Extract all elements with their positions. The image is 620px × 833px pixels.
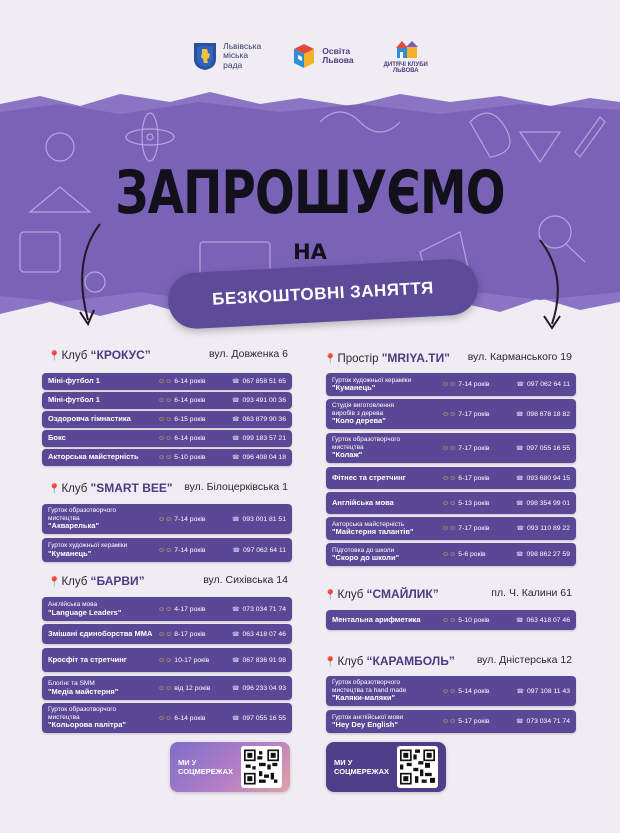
logo-osvita-text <box>322 47 353 66</box>
social-label: МИ У СОЦМЕРЕЖАХ <box>334 758 389 776</box>
activity-row-mriya-4 <box>326 467 576 489</box>
activity-name <box>332 714 442 730</box>
age-text: 5-13 років <box>458 499 490 507</box>
kids-icon: ☺☺ <box>158 435 173 442</box>
phone-icon: ☎ <box>516 552 524 558</box>
club-address-karambol: вул. Дністерська 12 <box>476 654 572 666</box>
activity-title: "Language Leaders" <box>48 607 122 617</box>
phone-text: 063 418 07 46 <box>242 630 286 638</box>
club-prefix: Клуб <box>337 656 367 668</box>
activity-row-krokus-2 <box>42 392 292 409</box>
activity-line1: Акторська майстерність <box>332 520 405 528</box>
club-header-krokus <box>48 348 288 362</box>
activity-name: Ментальна арифметика <box>332 614 421 624</box>
age-text: від 12 років <box>174 684 211 692</box>
activity-name <box>48 706 158 730</box>
club-address-smart-bee: вул. Білоцерківська 1 <box>184 481 288 493</box>
age-text: 5-6 років <box>458 551 486 558</box>
phone-number <box>216 454 286 461</box>
phone-icon: ☎ <box>232 436 240 442</box>
phone-icon: ☎ <box>516 500 524 507</box>
map-pin-icon: 📍 <box>324 657 337 668</box>
map-pin-icon: 📍 <box>48 484 61 495</box>
map-pin-icon: 📍 <box>48 351 61 362</box>
phone-text: 063 418 07 46 <box>526 616 570 624</box>
phone-icon: ☎ <box>516 617 524 624</box>
kids-icon: ☺☺ <box>442 718 457 725</box>
phone-text: 067 836 91 98 <box>242 656 286 664</box>
activity-row-mriya-3 <box>326 433 576 463</box>
activity-line1: Студія виготовлення <box>332 402 395 410</box>
phone-icon: ☎ <box>232 547 241 554</box>
phone-icon: ☎ <box>232 417 240 423</box>
map-pin-icon: 📍 <box>48 577 61 588</box>
activity-title: "Скоро до школи" <box>332 553 400 562</box>
club-title <box>48 574 145 588</box>
phone-icon: ☎ <box>516 719 524 725</box>
club-name-barvy: “БАРВИ” <box>90 574 145 588</box>
activity-name <box>332 679 442 703</box>
activity-line1: Блогінг та SMM <box>48 680 95 687</box>
kids-clubs-house-icon <box>392 38 420 60</box>
age-range <box>158 547 216 554</box>
age-text: 5-10 років <box>458 616 490 624</box>
phone-icon: ☎ <box>232 516 240 523</box>
header-logos <box>0 36 620 76</box>
phone-number <box>216 547 286 554</box>
age-text: 5-14 років <box>458 687 490 695</box>
activity-title: "Куманець" <box>332 383 376 392</box>
age-text: 7-14 років <box>458 381 490 388</box>
age-range <box>158 606 216 613</box>
logo-lviv-line2: міська <box>223 50 249 61</box>
phone-text: 093 680 94 15 <box>526 474 570 482</box>
activity-line1: Гурток образотворчого <box>48 706 117 714</box>
club-name-mriya-ty: "MRIYA.ТИ" <box>381 351 450 365</box>
age-text: 10-17 років <box>174 656 210 664</box>
phone-text: 063 879 90 36 <box>242 416 286 423</box>
activity-row-barvy-5 <box>42 703 292 733</box>
activity-name <box>48 542 158 558</box>
activity-title: "Каляки-маляки" <box>332 693 396 703</box>
pill-label: БЕЗКОШТОВНІ ЗАНЯТТЯ <box>211 278 435 309</box>
qr-code-icon[interactable] <box>397 746 438 788</box>
phone-number <box>216 715 286 722</box>
age-range <box>442 475 500 482</box>
activity-line1: Гурток образотворчого <box>332 679 401 687</box>
club-header-smaylyk <box>324 587 572 601</box>
kids-icon: ☺☺ <box>158 684 173 692</box>
age-range <box>158 454 216 461</box>
activity-line2: мистецтва <box>48 514 80 522</box>
age-range <box>442 688 500 695</box>
phone-icon: ☎ <box>516 411 524 418</box>
club-title <box>324 587 439 601</box>
activity-name <box>48 680 158 696</box>
club-name-krokus: “КРОКУС” <box>90 348 151 362</box>
age-text: 6-15 років <box>174 416 206 423</box>
activity-line1: Англійська мова <box>48 601 98 608</box>
club-name-smaylyk: “СМАЙЛИК” <box>366 587 439 601</box>
age-text: 6-14 років <box>174 714 206 722</box>
activity-name <box>332 377 442 393</box>
activity-line2: виробів з дерева <box>332 409 384 417</box>
activity-row-mriya-5 <box>326 492 576 514</box>
age-text: 5-10 років <box>174 454 206 461</box>
phone-text: 097 062 64 11 <box>527 381 570 388</box>
logo-osvita-line2: Львова <box>322 55 354 65</box>
activity-line1: Гурток художньої кераміки <box>332 376 412 384</box>
phone-icon: ☎ <box>232 606 240 613</box>
activity-line1: Гурток художньої кераміки <box>48 542 128 549</box>
activity-row-smart-bee-1 <box>42 504 292 534</box>
age-text: 7-17 років <box>458 410 490 418</box>
phone-number <box>500 381 570 388</box>
activity-row-mriya-2 <box>326 399 576 429</box>
club-header-mriya-ty <box>324 351 572 365</box>
activity-line1: Гурток англійської мови <box>332 713 404 721</box>
activity-name: Міні-футбол 1 <box>48 376 100 386</box>
activity-name <box>332 402 442 426</box>
phone-text: 096 408 04 18 <box>242 454 286 461</box>
club-prefix: Клуб <box>61 576 91 588</box>
phone-icon: ☎ <box>232 379 240 385</box>
logo-kluby-line2: ЛЬВОВА <box>392 68 419 74</box>
kids-icon: ☺☺ <box>158 656 173 664</box>
activity-row-karambol-1 <box>326 676 576 706</box>
activity-name: Кросфіт та стретчинг <box>48 654 127 664</box>
club-title <box>48 348 151 362</box>
phone-icon: ☎ <box>516 445 524 452</box>
age-range <box>158 685 216 692</box>
club-header-karambol <box>324 654 572 668</box>
activity-line2: мистецтва <box>332 443 364 451</box>
phone-text: 093 110 89 22 <box>527 525 570 532</box>
club-address-smaylyk: пл. Ч. Калини 61 <box>491 587 572 599</box>
phone-text: 073 034 71 74 <box>526 718 570 725</box>
activity-row-mriya-1 <box>326 373 576 396</box>
osvita-cube-icon <box>291 41 317 71</box>
club-header-barvy <box>48 574 288 588</box>
phone-text: 097 055 16 55 <box>242 714 286 722</box>
phone-number <box>216 397 286 404</box>
club-prefix: Клуб <box>61 350 91 362</box>
logo-lviv-line1: Львівська <box>223 40 262 51</box>
club-prefix: Клуб <box>61 483 91 495</box>
age-text: 7-17 років <box>458 444 490 452</box>
age-range <box>158 715 216 722</box>
kids-icon: ☺☺ <box>158 397 173 404</box>
activity-title: "Hey Dey English" <box>332 720 398 729</box>
age-text: 6-14 років <box>174 397 206 404</box>
club-title <box>48 481 173 495</box>
social-media-block-left[interactable] <box>170 742 290 792</box>
logo-osvita-line1: Освіта <box>322 45 351 56</box>
kids-icon: ☺☺ <box>442 525 457 532</box>
social-media-block-right[interactable] <box>326 742 446 792</box>
club-title <box>324 654 455 668</box>
age-range <box>442 617 500 624</box>
map-pin-icon: 📍 <box>324 590 337 601</box>
hero-title: ЗАПРОШУЄМО <box>115 158 505 228</box>
activity-name: Фітнес та стретчинг <box>332 472 406 482</box>
kids-icon: ☺☺ <box>158 454 173 461</box>
club-prefix: Клуб <box>337 589 367 601</box>
age-range <box>158 435 216 442</box>
curved-arrow-left-icon <box>70 220 110 330</box>
logo-dytyachi-kluby <box>384 38 428 74</box>
age-text: 6-14 років <box>174 435 206 442</box>
age-range <box>442 445 500 452</box>
phone-text: 097 062 64 11 <box>243 546 286 554</box>
phone-text: 098 862 27 59 <box>526 551 570 558</box>
kids-icon: ☺☺ <box>442 687 457 695</box>
activity-row-barvy-4 <box>42 676 292 700</box>
age-range <box>442 525 500 532</box>
age-text: 6-14 років <box>174 378 206 385</box>
age-range <box>442 551 500 558</box>
activity-line1: Підготовка до школи <box>332 546 395 554</box>
age-range <box>158 416 216 423</box>
activity-title: "Кольорова палітра" <box>48 720 126 730</box>
phone-icon: ☎ <box>516 526 525 532</box>
kids-icon: ☺☺ <box>158 378 173 385</box>
club-address-krokus: вул. Довженка 6 <box>209 348 288 360</box>
phone-number <box>500 551 570 558</box>
age-text: 7-14 років <box>174 546 206 554</box>
phone-number <box>216 631 286 638</box>
kids-icon: ☺☺ <box>442 551 457 558</box>
age-range <box>158 397 216 404</box>
activity-row-krokus-3 <box>42 411 292 428</box>
club-prefix: Простір <box>337 353 382 365</box>
phone-number <box>500 525 570 532</box>
activity-title: "Акварелька" <box>48 521 100 531</box>
phone-number <box>216 657 286 664</box>
club-name-karambol: “КАРАМБОЛЬ” <box>366 654 455 668</box>
phone-text: 093 001 81 51 <box>242 515 286 523</box>
activity-line2: мистецтва <box>48 713 80 721</box>
phone-number <box>216 435 286 442</box>
activity-line1: Гурток образотворчого <box>48 507 117 515</box>
logo-kluby-text <box>384 62 428 74</box>
age-range <box>442 381 500 388</box>
logo-lviv-line3: рада <box>223 59 243 70</box>
kids-icon: ☺☺ <box>442 474 457 482</box>
activity-title: "Медіа майстерня" <box>48 686 119 696</box>
phone-icon: ☎ <box>516 688 525 695</box>
phone-number <box>500 688 570 695</box>
activity-title: "Коло дерева" <box>332 416 386 426</box>
age-range <box>442 411 500 418</box>
hero-subtitle: НА <box>293 240 327 264</box>
activity-line2: мистецтва та hand made <box>332 686 407 694</box>
phone-text: 093 491 00 36 <box>242 397 286 404</box>
activity-name: Міні-футбол 1 <box>48 395 100 405</box>
age-text: 7-17 років <box>458 525 490 532</box>
activity-name <box>332 436 442 460</box>
activity-row-krokus-5 <box>42 449 292 466</box>
kids-icon: ☺☺ <box>442 444 457 452</box>
phone-icon: ☎ <box>232 685 240 692</box>
age-text: 4-17 років <box>174 605 206 613</box>
activity-row-karambol-2 <box>326 710 576 733</box>
phone-icon: ☎ <box>232 398 240 404</box>
phone-text: 067 858 51 65 <box>242 378 286 385</box>
activity-row-krokus-4 <box>42 430 292 447</box>
kids-icon: ☺☺ <box>158 714 173 722</box>
kids-icon: ☺☺ <box>442 381 457 388</box>
age-text: 5-17 років <box>458 718 490 725</box>
activity-title: "Куманець" <box>48 548 92 558</box>
activity-name: Змішані єдиноборства ММА <box>48 628 153 638</box>
club-name-smart-bee: "SMART BEE" <box>90 481 173 495</box>
activity-name: Оздоровча гімнастика <box>48 414 131 424</box>
phone-icon: ☎ <box>516 475 524 482</box>
phone-text: 097 108 11 43 <box>527 687 570 695</box>
phone-icon: ☎ <box>232 455 240 461</box>
phone-number <box>500 617 570 624</box>
activity-row-smart-bee-2 <box>42 538 292 562</box>
club-address-barvy: вул. Сихівська 14 <box>203 574 288 586</box>
age-text: 7-14 років <box>174 515 206 523</box>
activity-name: Англійська мова <box>332 497 394 507</box>
lviv-coat-of-arms-icon <box>192 41 218 71</box>
phone-number <box>216 685 286 692</box>
phone-icon: ☎ <box>232 657 240 664</box>
age-range <box>158 516 216 523</box>
map-pin-icon: 📍 <box>324 354 337 365</box>
activity-name <box>48 507 158 531</box>
logo-kluby-line1: ДИТЯЧІ КЛУБИ <box>383 62 428 68</box>
kids-icon: ☺☺ <box>158 416 173 423</box>
phone-number <box>216 378 286 385</box>
age-range <box>442 500 500 507</box>
club-header-smart-bee <box>48 481 288 495</box>
phone-number <box>500 411 570 418</box>
kids-icon: ☺☺ <box>158 515 173 523</box>
activity-title: "Майстерня талантів" <box>332 527 414 536</box>
activity-name <box>48 601 158 617</box>
club-title <box>324 351 450 365</box>
phone-number <box>500 475 570 482</box>
activity-row-barvy-3 <box>42 648 292 672</box>
age-range <box>158 631 216 638</box>
phone-number <box>216 416 286 423</box>
age-range <box>158 378 216 385</box>
kids-icon: ☺☺ <box>158 546 173 554</box>
phone-number <box>500 445 570 452</box>
activity-row-mriya-6 <box>326 517 576 540</box>
social-label: МИ У СОЦМЕРЕЖАХ <box>178 758 233 776</box>
logo-lviv-text <box>223 42 261 71</box>
activity-row-smaylyk-1 <box>326 610 576 630</box>
phone-text: 096 233 04 93 <box>242 684 286 692</box>
phone-icon: ☎ <box>516 382 525 388</box>
age-text: 6-17 років <box>458 474 490 482</box>
activity-row-mriya-7 <box>326 543 576 566</box>
age-text: 8-17 років <box>174 630 206 638</box>
activity-row-barvy-2 <box>42 624 292 644</box>
kids-icon: ☺☺ <box>442 616 457 624</box>
logo-lviv-city-council <box>192 41 261 71</box>
kids-icon: ☺☺ <box>442 499 457 507</box>
kids-icon: ☺☺ <box>158 630 173 638</box>
kids-icon: ☺☺ <box>158 605 173 613</box>
activity-name: Бокс <box>48 433 66 443</box>
phone-text: 073 034 71 74 <box>242 605 286 613</box>
activity-line1: Гурток образотворчого <box>332 436 401 444</box>
phone-icon: ☎ <box>232 715 240 722</box>
activity-title: "Колаж" <box>332 450 363 460</box>
activity-name: Акторська майстерність <box>48 452 139 462</box>
qr-code-icon[interactable] <box>241 746 282 788</box>
activity-row-krokus-1 <box>42 373 292 390</box>
phone-number <box>216 606 286 613</box>
phone-text: 099 183 57 21 <box>242 435 286 442</box>
phone-text: 098 678 18 82 <box>526 410 570 418</box>
phone-text: 098 354 99 01 <box>526 499 570 507</box>
phone-number <box>500 500 570 507</box>
club-address-mriya-ty: вул. Карманського 19 <box>467 351 572 363</box>
activity-name <box>332 521 442 537</box>
activity-row-barvy-1 <box>42 597 292 621</box>
phone-text: 097 055 16 55 <box>526 444 570 452</box>
logo-osvita-lvova <box>291 41 353 71</box>
phone-number <box>216 516 286 523</box>
age-range <box>442 718 500 725</box>
phone-number <box>500 718 570 725</box>
age-range <box>158 657 216 664</box>
kids-icon: ☺☺ <box>442 410 457 418</box>
activity-name <box>332 547 442 563</box>
phone-icon: ☎ <box>232 631 240 638</box>
